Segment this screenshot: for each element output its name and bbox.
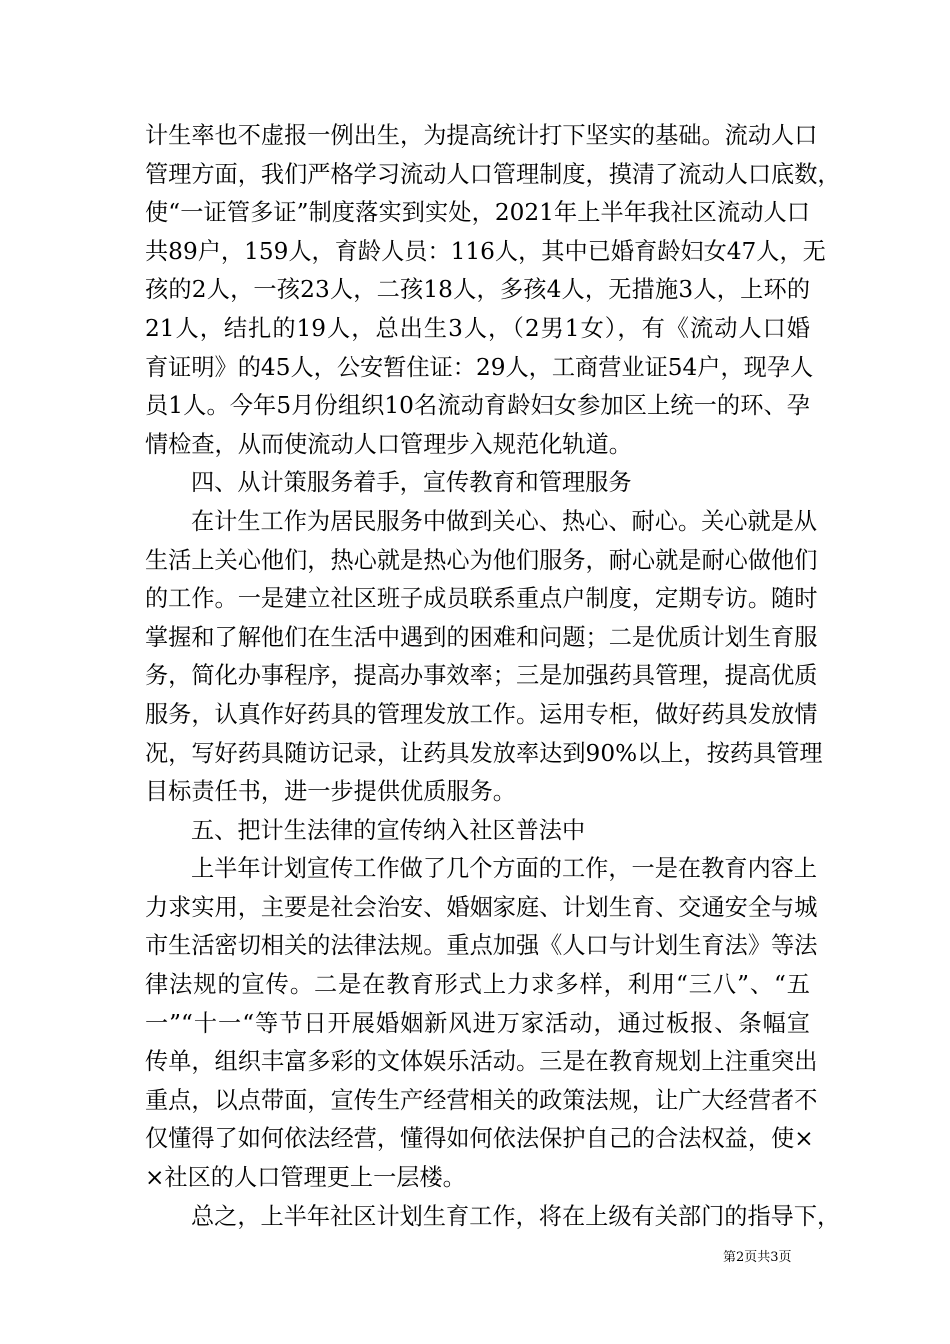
text-line: 总之，上半年社区计划生育工作，将在上级有关部门的指导下， xyxy=(191,1202,841,1230)
text-line: 律法规的宣传。二是在教育形式上力求多样，利用“三八”、“五 xyxy=(145,971,810,999)
text-line: 的工作。一是建立社区班子成员联系重点户制度，定期专访。随时 xyxy=(145,585,818,613)
text-line: 生活上关心他们，热心就是热心为他们服务，耐心就是耐心做他们 xyxy=(145,546,818,574)
document-body xyxy=(145,117,841,1236)
text-line: 育证明》的45人，公安暂住证：29人，工商营业证54户，现孕人 xyxy=(145,353,814,381)
text-line: 目标责任书，进一步提供优质服务。 xyxy=(145,778,516,806)
text-line: 使“一证管多证”制度落实到实处，2021年上半年我社区流动人口 xyxy=(145,199,810,227)
text-line: 在计生工作为居民服务中做到关心、热心、耐心。关心就是从 xyxy=(191,507,818,535)
text-line: 力求实用，主要是社会治安、婚姻家庭、计划生育、交通安全与城 xyxy=(145,893,818,921)
text-line: 服务，认真作好药具的管理发放工作。运用专柜，做好药具发放情 xyxy=(145,700,818,728)
text-line: 上半年计划宣传工作做了几个方面的工作，一是在教育内容上 xyxy=(191,855,818,883)
text-line: 一”“十一“等节日开展婚姻新风进万家活动，通过板报、条幅宣 xyxy=(145,1009,810,1037)
text-line: 仅懂得了如何依法经营，懂得如何依法保护自己的合法权益，使× xyxy=(145,1125,814,1153)
text-line: 重点，以点带面，宣传生产经营相关的政策法规，让广大经营者不 xyxy=(145,1086,818,1114)
text-line: 况，写好药具随访记录，让药具发放率达到90%以上，按药具管理 xyxy=(145,739,823,767)
text-line: 计生率也不虚报一例出生，为提高统计打下坚实的基础。流动人口 xyxy=(145,122,818,149)
text-line: 务，简化办事程序，提高办事效率；三是加强药具管理，提高优质 xyxy=(145,662,818,690)
text-line: 孩的2人，一孩23人，二孩18人，多孩4人，无措施3人，上环的 xyxy=(145,276,810,304)
section-heading: 五、把计生法律的宣传纳入社区普法中 xyxy=(191,816,586,844)
text-line: 市生活密切相关的法律法规。重点加强《人口与计划生育法》等法 xyxy=(145,932,818,960)
text-line: 情检查，从而使流动人口管理步入规范化轨道。 xyxy=(145,430,632,458)
text-line: 管理方面，我们严格学习流动人口管理制度，摸清了流动人口底数， xyxy=(145,160,841,188)
text-line: 掌握和了解他们在生活中遇到的困难和问题；二是优质计划生育服 xyxy=(145,623,818,651)
text-line: 传单，组织丰富多彩的文体娱乐活动。三是在教育规划上注重突出 xyxy=(145,1048,818,1076)
page-number: 第2页共3页 xyxy=(723,1250,792,1265)
text-line: 共89户，159人，育龄人员：116人，其中已婚育龄妇女47人，无 xyxy=(145,237,826,265)
text-line: ×社区的人口管理更上一层楼。 xyxy=(145,1164,466,1192)
text-line: 员1人。今年5月份组织10名流动育龄妇女参加区上统一的环、孕 xyxy=(145,392,810,420)
text-line: 21人，结扎的19人，总出生3人，（2男1女），有《流动人口婚 xyxy=(145,314,810,342)
section-heading: 四、从计策服务着手，宣传教育和管理服务 xyxy=(191,469,632,497)
